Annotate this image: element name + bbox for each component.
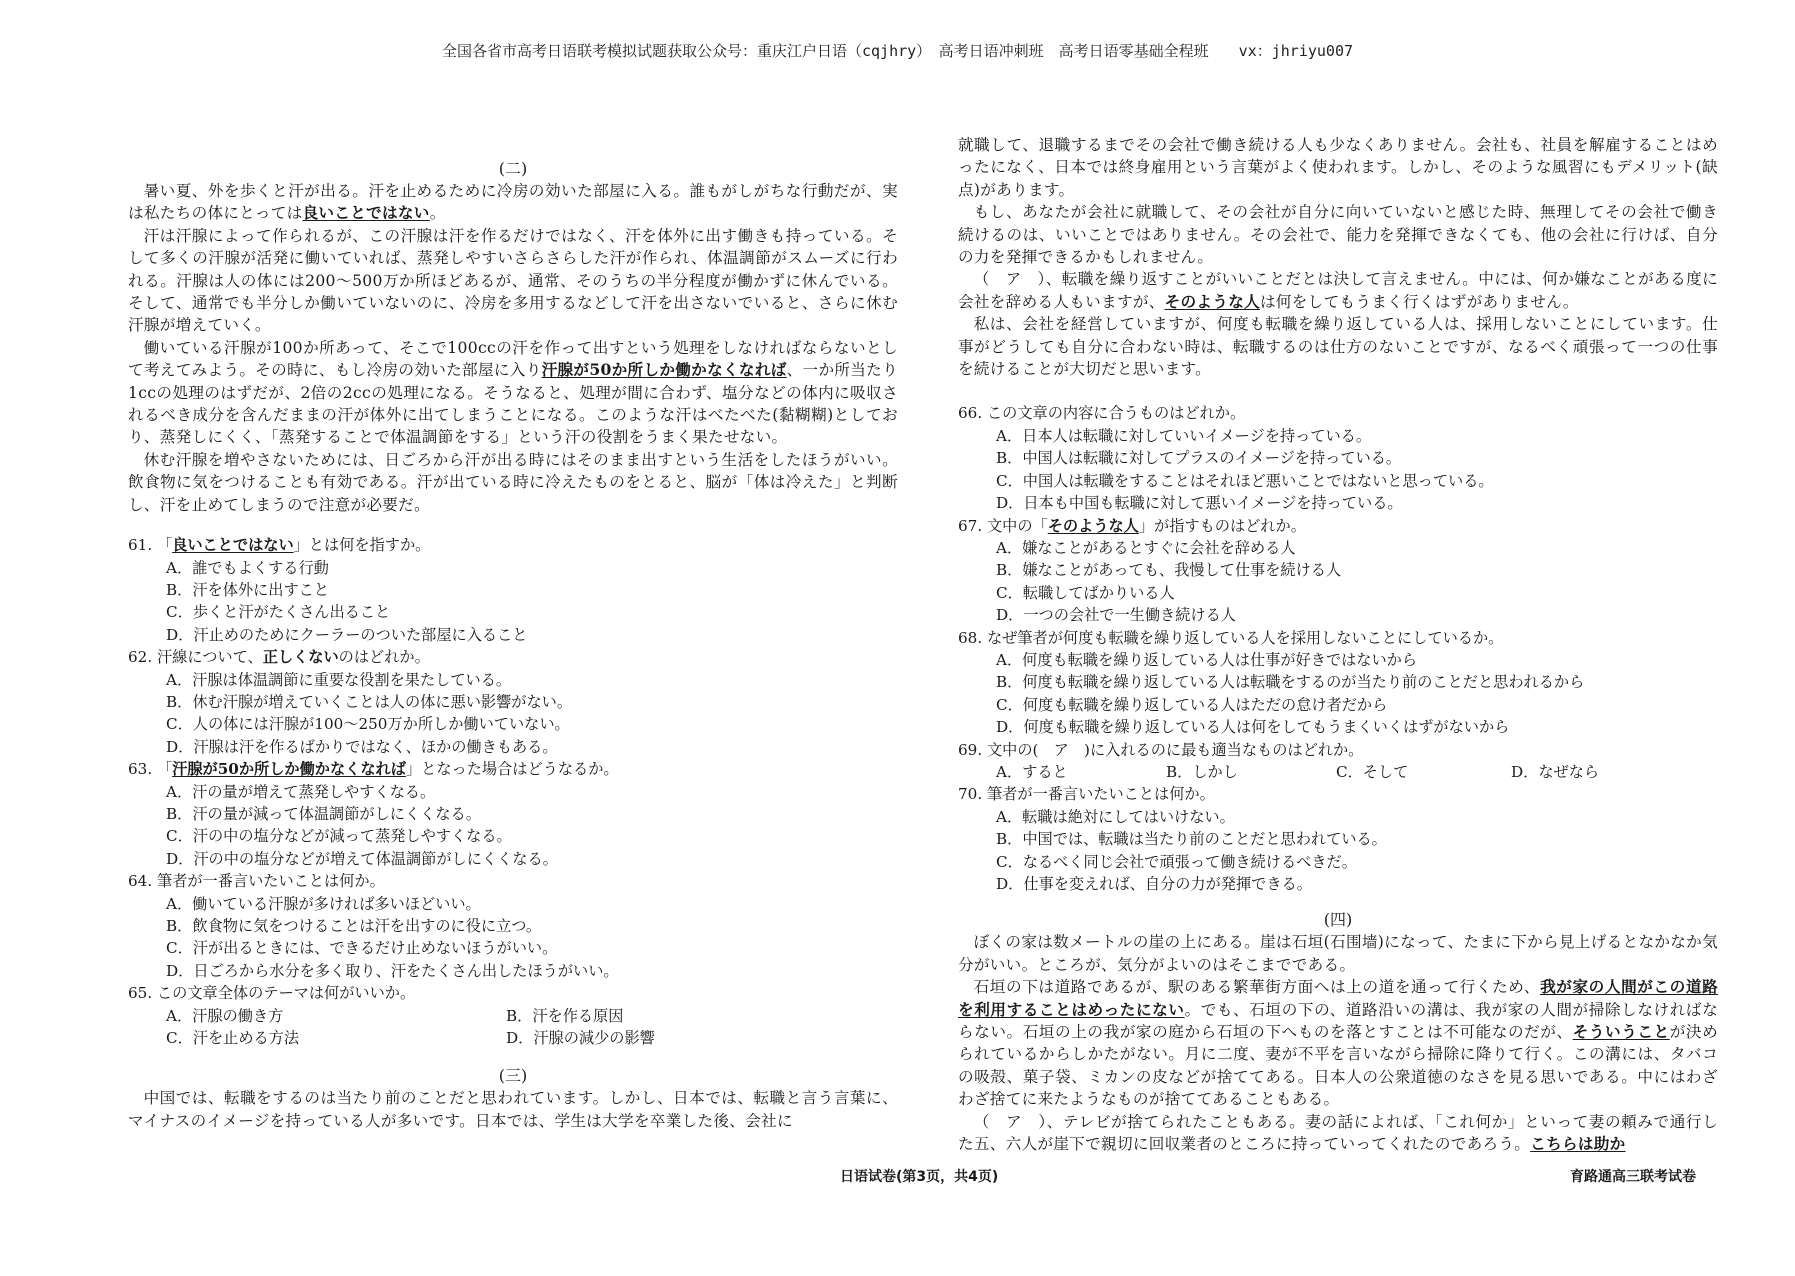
- section-2-paragraph-4: 休む汗腺を増やさないためには、日ごろから汗が出る時にはそのまま出すという生活をしたほうがいい。飲食物に気をつけることも有効である。汗が出ている時に冷えたものをとると、脳が「体は冷えた」と判断し、汗を止めてしまうので注意が必要だ。: [128, 450, 898, 514]
- publisher-label: 育路通高三联考试卷: [1570, 1169, 1696, 1185]
- option-64-a: A．働いている汗腺が多ければ多いほどいい。: [166, 894, 481, 913]
- underlined-phrase: こちらは助か: [1530, 1134, 1626, 1154]
- question-62: 62. 汗線について、正しくないのはどれか。: [128, 648, 430, 667]
- option-67-d: D．一つの会社で一生働き続ける人: [996, 606, 1236, 625]
- option-67-a: A．嫌なことがあるとすぐに会社を辞める人: [996, 538, 1296, 557]
- option-63-a: A．汗の量が増えて蒸発しやすくなる。: [166, 782, 436, 801]
- section-4-paragraph-2: 石垣の下は道路であるが、駅のある繁華街方面へは上の道を通って行くため、我が家の人間がこの道路を利用することはめったにない。でも、石垣の下の、道路沿いの溝は、我が家の人間が掃除しなければならない。石垣の上の我が家の庭から石垣の下へものを落とすことは不可能なのだが、そういうことが決められているからしかたがない。月に二度、妻が不平を言いながら掃除に降りて行く。この溝には、タバコの吸殻、菓子袋、ミカンの皮などが捨ててある。日本人の公衆道徳のなさを見る思いである。中にはわざわざ捨てに来たようなものが捨ててあることもある。: [958, 977, 1718, 1109]
- option-69-c: C．そして: [1336, 762, 1409, 781]
- section-3-title: (三): [498, 1066, 528, 1086]
- question-70: 70. 筆者が一番言いたいことは何か。: [958, 785, 1215, 804]
- option-66-d: D．日本も中国も転職に対して悪いイメージを持っている。: [996, 494, 1403, 513]
- option-64-b: B．飲食物に気をつけることは汗を出すのに役に立つ。: [166, 917, 542, 935]
- question-69: 69. 文中の( ア )に入れるのに最も適当なものはどれか。: [958, 740, 1364, 759]
- underlined-phrase: そういうこと: [1572, 1022, 1670, 1042]
- question-65: 65. この文章全体のテーマは何がいいか。: [128, 984, 416, 1003]
- section-2-title: (二): [498, 159, 528, 178]
- option-66-c: C．中国人は転職をすることはそれほど悪いことではないと思っている。: [996, 471, 1494, 490]
- section-2-paragraph-3: 働いている汗腺が100か所あって、そこで100ccの汗を作って出すという処理をしなければならないとして考えてみよう。その時に、もし冷房の効いた部屋に入り汗腺が50か所しか働かなくなれば、一か所当たり1ccの処理のはずだが、2倍の2ccの処理になる。そうなると、処理が間に合わず、塩分などの体内に吸収されるべき成分を含んだままの汗が体外に出てしまうことになる。このような汗はべたべた(黏糊糊)としており、蒸発しにくく、「蒸発することで体温調節をする」という汗の役割をうまく果たせない。: [128, 338, 898, 447]
- option-70-a: A．転職は絶対にしてはいけない。: [996, 807, 1235, 826]
- option-65-b: B．汗を作る原因: [506, 1006, 624, 1025]
- option-70-c: C．なるべく同じ会社で頑張って働き続けるべきだ。: [996, 852, 1357, 871]
- option-68-c: C．何度も転職を繰り返している人はただの怠け者だから: [996, 695, 1388, 714]
- underlined-phrase: 良いことではない: [302, 203, 430, 223]
- option-67-c: C．転職してばかりいる人: [996, 583, 1175, 602]
- option-63-c: C．汗の中の塩分などが減って蒸発しやすくなる。: [166, 827, 512, 846]
- option-65-d: D．汗腺の減少の影響: [506, 1029, 655, 1048]
- section-4-paragraph-3: （ ア ）、テレビが捨てられたこともある。妻の話によれば、「これ何か」といって妻の頼みで通行した五、六人が崖下で親切に回収業者のところに持っていってくれたのであろう。こちらは助か: [958, 1112, 1718, 1154]
- options-69: [958, 761, 1718, 783]
- option-69-a: A．すると: [996, 762, 1068, 781]
- option-61-a: A．誰でもよくする行動: [166, 558, 329, 577]
- left-column: [128, 158, 898, 1132]
- option-67-b: B．嫌なことがあっても、我慢して仕事を続ける人: [996, 561, 1342, 580]
- option-65-c: C．汗を止める方法: [166, 1029, 300, 1048]
- option-70-d: D．仕事を変えれば、自分の力が発揮できる。: [996, 875, 1312, 893]
- question-67: 67. 文中の「そのような人」が指すものはどれか。: [958, 516, 1306, 535]
- option-70-b: B．中国では、転職は当たり前のことだと思われている。: [996, 830, 1387, 849]
- question-64: 64. 筆者が一番言いたいことは何か。: [128, 872, 385, 891]
- option-62-a: A．汗腺は体温調節に重要な役割を果たしている。: [166, 670, 512, 689]
- question-61: 61. 「良いことではない」とは何を指すか。: [128, 536, 431, 555]
- option-62-b: B．休む汗腺が増えていくことは人の体に悪い影響がない。: [166, 692, 573, 711]
- header-banner: 全国各省市高考日语联考模拟试题获取公众号：重庆江户日语（cqjhry） 高考日语冲刺班 高考日语零基础全程班 vx：jhriyu007: [441, 42, 1354, 60]
- section-4-title: (四): [1323, 910, 1353, 930]
- option-63-b: B．汗の量が減って体温調節がしにくくなる。: [166, 804, 481, 823]
- option-64-c: C．汗が出るときには、できるだけ止めないほうがいい。: [166, 939, 558, 958]
- section-4-paragraph-1: ぼくの家は数メートルの崖の上にある。崖は石垣(石围墙)になって、たまに下から見上げるとなかなか気分がいい。ところが、気分がよいのはそこまでである。: [958, 933, 1718, 974]
- underlined-phrase: そのような人: [1164, 291, 1260, 311]
- option-69-d: D．なぜなら: [1511, 762, 1600, 781]
- option-66-a: A．日本人は転職に対していいイメージを持っている。: [996, 426, 1372, 445]
- option-63-d: D．汗の中の塩分などが増えて体温調節がしにくくなる。: [166, 849, 558, 868]
- option-64-d: D．日ごろから水分を多く取り、汗をたくさん出したほうがいい。: [166, 961, 619, 980]
- right-column: [958, 134, 1718, 1155]
- underlined-phrase: 我が家の人間がこの道路を利用することはめったにない: [958, 977, 1718, 1019]
- section-2-paragraph-2: 汗は汗腺によって作られるが、この汗腺は汗を作るだけではなく、汗を体外に出す働きも持っている。そして多くの汗腺が活発に働いていれば、蒸発しやすいさらさらした汗が作られ、体温調節がスムーズに行われる。汗腺は人の体には200～500万か所ほどあるが、通常、そのうちの半分程度が働かずに休んでいる。そして、通常でも半分しか働いていないのに、冷房を多用するなどして汗を出さないでいると、さらに休む汗腺が増えていく。: [128, 226, 898, 335]
- option-61-c: C．歩くと汗がたくさん出ること: [166, 603, 391, 622]
- section-3-paragraph-5: 私は、会社を経営していますが、何度も転職を繰り返している人は、採用しないことにしています。仕事がどうしても自分に合わない時は、転職するのは仕方のないことですが、なるべく頑張って一つの仕事を続けることが大切だと思います。: [958, 315, 1718, 379]
- option-62-c: C．人の体には汗腺が100～250万か所しか働いていない。: [166, 715, 570, 734]
- underlined-phrase: 汗腺が50か所しか働かなくなれば: [541, 360, 787, 380]
- section-3-paragraph-2: 就職して、退職するまでその会社で働き続ける人も少なくありません。会社も、社員を解雇することはめったになく、日本では終身雇用という言葉がよく使われます。しかし、そのような風習にもデメリット(缺点)があります。: [958, 136, 1718, 199]
- option-66-b: B．中国人は転職に対してプラスのイメージを持っている。: [996, 449, 1402, 468]
- section-3-paragraph-3: もし、あなたが会社に就職して、その会社が自分に向いていないと感じた時、無理してその会社で働き続けるのは、いいことではありません。その会社で、能力を発揮できなくても、他の会社に行けば、自分の力を発揮できるかもしれません。: [958, 203, 1718, 267]
- question-68: 68. なぜ筆者が何度も転職を繰り返している人を採用しないことにしているか。: [958, 628, 1504, 647]
- option-68-a: A．何度も転職を繰り返している人は仕事が好きではないから: [996, 650, 1418, 669]
- page-number: 日语试卷(第3页，共4页): [840, 1169, 999, 1185]
- options-65: [128, 1005, 898, 1050]
- question-66: 66. この文章の内容に合うものはどれか。: [958, 404, 1246, 423]
- section-3-paragraph-1: 中国では、転職をするのは当たり前のことだと思われています。しかし、日本では、転職と言う言葉に、マイナスのイメージを持っている人が多いです。日本では、学生は大学を卒業した後、会社に: [128, 1089, 898, 1130]
- option-62-d: D．汗腺は汗を作るばかりではなく、ほかの働きもある。: [166, 737, 558, 756]
- section-3-paragraph-4: （ ア ）、転職を繰り返すことがいいことだとは決して言えません。中には、何か嫌なことがある度に会社を辞める人もいますが、そのような人は何をしてもうまく行くはずがありません。: [958, 270, 1718, 311]
- question-63: 63. 「汗腺が50か所しか働かなくなれば」となった場合はどうなるか。: [128, 760, 619, 779]
- option-61-b: B．汗を体外に出すこと: [166, 580, 330, 599]
- option-68-d: D．何度も転職を繰り返している人は何をしてもうまくいくはずがないから: [996, 718, 1510, 737]
- option-65-a: A．汗腺の働き方: [166, 1006, 284, 1025]
- option-69-b: B．しかし: [1166, 762, 1238, 781]
- option-68-b: B．何度も転職を繰り返している人は転職をするのが当たり前のことだと思われるから: [996, 673, 1585, 692]
- section-2-paragraph-1: 暑い夏、外を歩くと汗が出る。汗を止めるために冷房の効いた部屋に入る。誰もがしがちな行動だが、実は私たちの体にとっては良いことではない。: [128, 182, 898, 223]
- option-61-d: D．汗止めのためにクーラーのついた部屋に入ること: [166, 625, 528, 644]
